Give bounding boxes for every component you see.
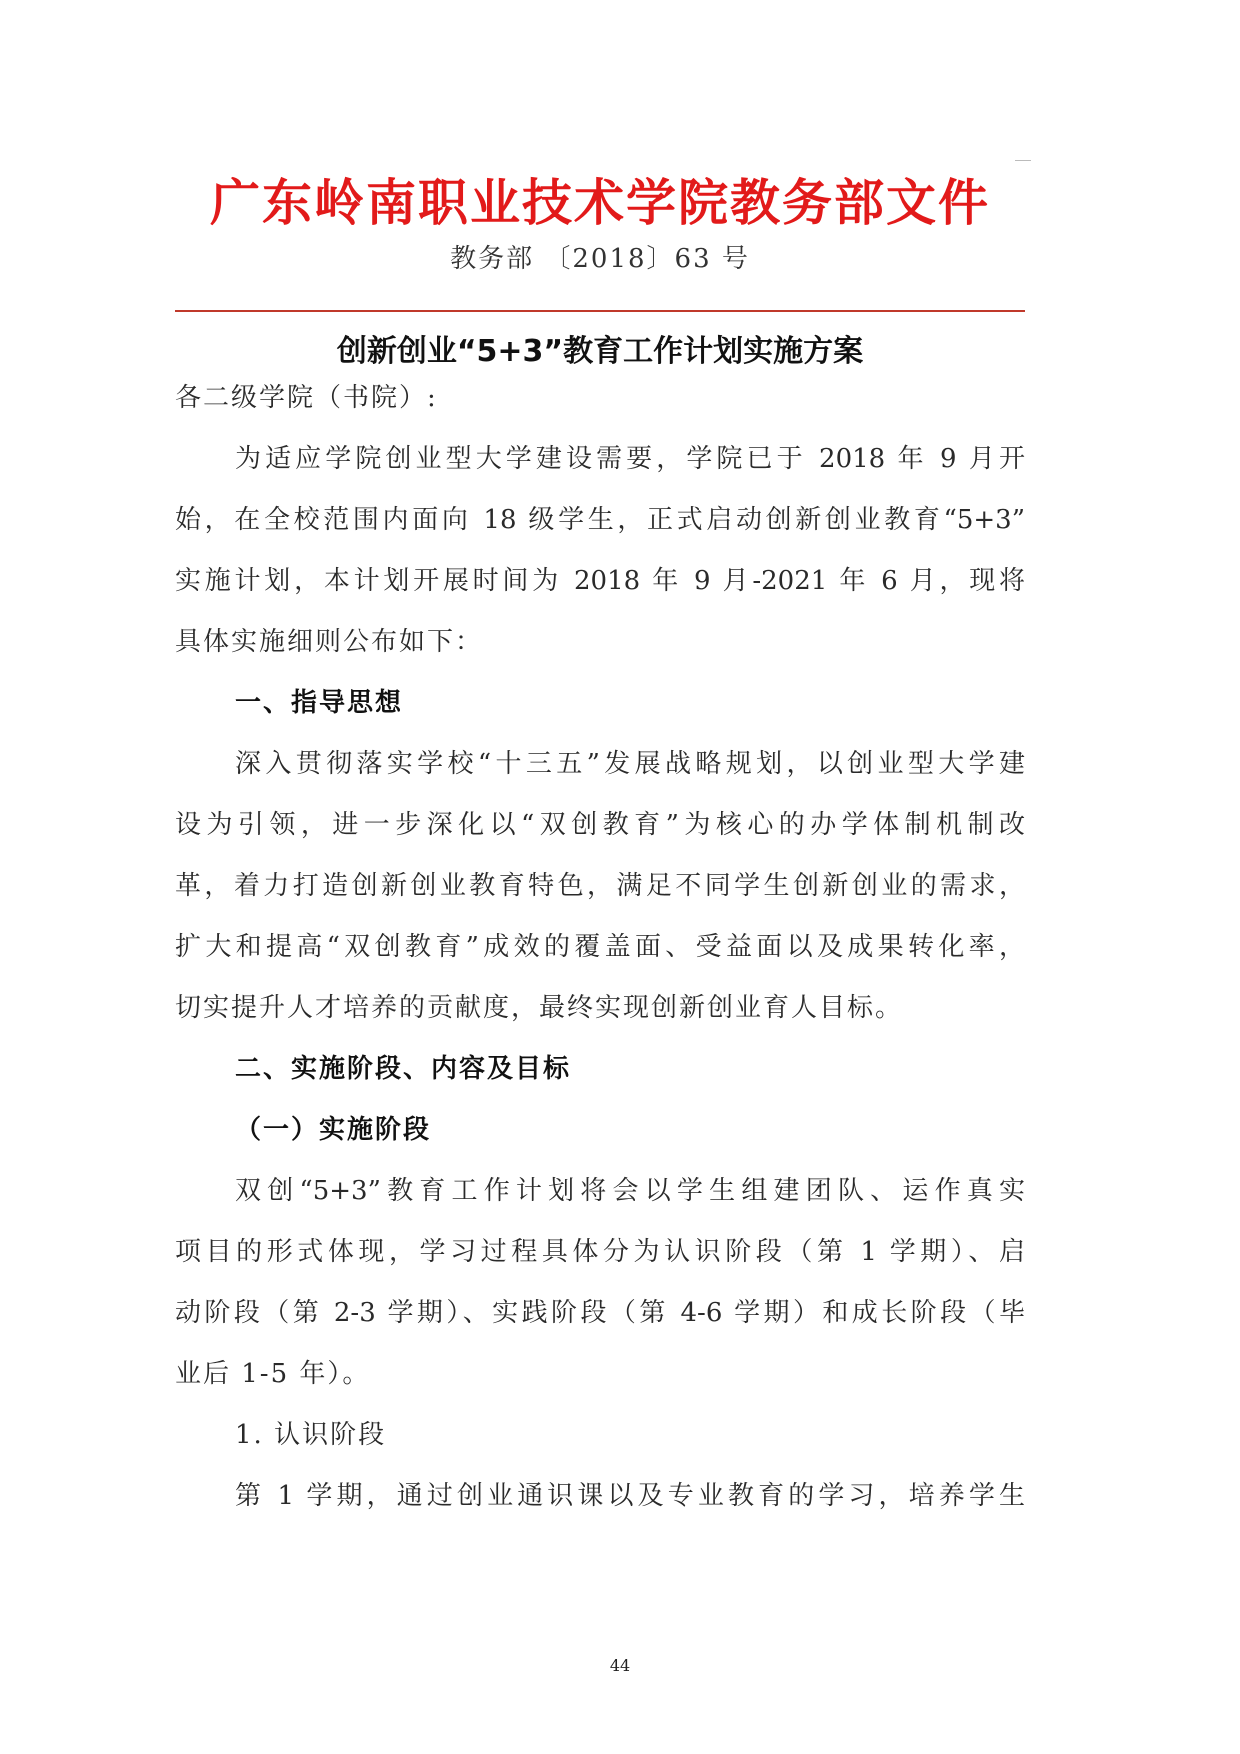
subsection-heading: （一）实施阶段 — [235, 1115, 432, 1145]
paragraph-line: 扩大和提高“双创教育”成效的覆盖面、受益面以及成果转化率， — [175, 932, 1025, 962]
paragraph-line: 双创“5+3”教育工作计划将会以学生组建团队、运作真实 — [235, 1176, 1025, 1206]
paragraph-line: 始，在全校范围内面向 18 级学生，正式启动创新创业教育“5+3” — [175, 505, 1025, 535]
paragraph-line: 切实提升人才培养的贡献度，最终实现创新创业育人目标。 — [175, 993, 904, 1023]
document-title: 创新创业“5+3”教育工作计划实施方案 — [336, 334, 864, 369]
document-number: 教务部 〔2018〕63 号 — [450, 244, 750, 274]
paragraph-line: 革，着力打造创新创业教育特色，满足不同学生创新创业的需求， — [175, 871, 1025, 901]
paragraph-line: 具体实施细则公布如下： — [175, 627, 484, 657]
paragraph-line: 项目的形式体现，学习过程具体分为认识阶段（第 1 学期）、启 — [175, 1237, 1025, 1267]
paragraph-line: 业后 1-5 年）。 — [175, 1359, 371, 1389]
section-heading: 一、指导思想 — [235, 688, 404, 718]
paragraph-line: 为适应学院创业型大学建设需要，学院已于 2018 年 9 月开 — [235, 444, 1025, 474]
corner-mark — [1015, 160, 1031, 161]
salutation: 各二级学院（书院）: — [175, 383, 438, 413]
numbered-heading: 1. 认识阶段 — [235, 1420, 387, 1450]
header-divider — [175, 310, 1025, 312]
paragraph-line: 深入贯彻落实学校“十三五”发展战略规划，以创业型大学建 — [235, 749, 1025, 779]
paragraph-line: 第 1 学期，通过创业通识课以及专业教育的学习，培养学生 — [235, 1481, 1025, 1511]
paragraph-line: 动阶段（第 2-3 学期）、实践阶段（第 4-6 学期）和成长阶段（毕 — [175, 1298, 1025, 1328]
org-header-title: 广东岭南职业技术学院教务部文件 — [210, 173, 990, 232]
section-heading: 二、实施阶段、内容及目标 — [235, 1054, 572, 1084]
paragraph-line: 设为引领，进一步深化以“双创教育”为核心的办学体制机制改 — [175, 810, 1025, 840]
page-number: 44 — [609, 1656, 631, 1675]
paragraph-line: 实施计划，本计划开展时间为 2018 年 9 月-2021 年 6 月，现将 — [175, 566, 1025, 596]
